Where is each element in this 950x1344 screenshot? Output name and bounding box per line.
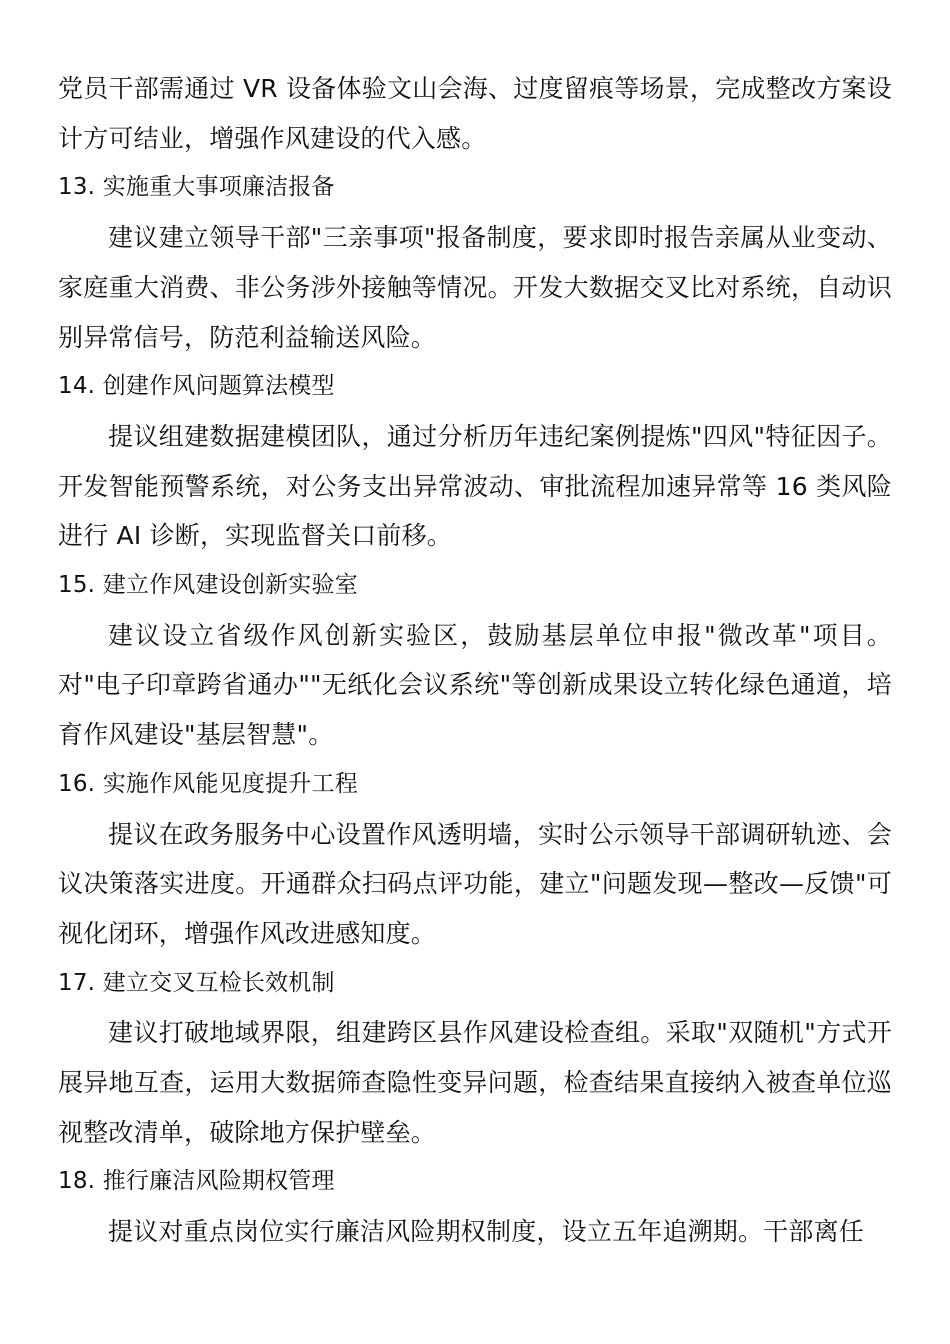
paragraph-body: 建议设立省级作风创新实验区，鼓励基层单位申报"微改革"项目。对"电子印章跨省通办""无纸化会议系统"等创新成果设立转化绿色通道，培育作风建设"基层智慧"。 xyxy=(58,620,892,750)
paragraph-body: 建议打破地域界限，组建跨区县作风建设检查组。采取"双随机"方式开展异地互查，运用大数据筛查隐性变异问题，检查结果直接纳入被查单位巡视整改清单，破除地方保护壁垒。 xyxy=(58,1018,892,1147)
section-heading-18: 18. 推行廉洁风险期权管理 xyxy=(58,1168,335,1195)
paragraph-body: 党员干部需通过 VR 设备体验文山会海、过度留痕等场景，完成整改方案设计方可结业，增强作风建设的代入感。 xyxy=(58,74,892,153)
paragraph-body: 建议建立领导干部"三亲事项"报备制度，要求即时报告亲属从业变动、家庭重大消费、非公务涉外接触等情况。开发大数据交叉比对系统，自动识别异常信号，防范利益输送风险。 xyxy=(58,223,892,352)
section-heading-14: 14. 创建作风问题算法模型 xyxy=(58,373,335,400)
section-heading-16: 16. 实施作风能见度提升工程 xyxy=(58,770,358,797)
document-page xyxy=(58,64,892,1257)
section-heading-17: 17. 建立交叉互检长效机制 xyxy=(58,969,335,996)
paragraph-body: 提议组建数据建模团队，通过分析历年违纪案例提炼"四风"特征因子。开发智能预警系统，对公务支出异常波动、审批流程加速异常等 16 类风险进行 AI 诊断，实现监督关口前移。 xyxy=(58,421,892,551)
section-heading-15: 15. 建立作风建设创新实验室 xyxy=(58,572,358,599)
paragraph-body: 提议对重点岗位实行廉洁风险期权制度，设立五年追溯期。干部离任 xyxy=(108,1217,865,1247)
section-heading-13: 13. 实施重大事项廉洁报备 xyxy=(58,174,335,201)
paragraph-body: 提议在政务服务中心设置作风透明墙，实时公示领导干部调研轨迹、会议决策落实进度。开通群众扫码点评功能，建立"问题发现—整改—反馈"可视化闭环，增强作风改进感知度。 xyxy=(58,819,892,948)
